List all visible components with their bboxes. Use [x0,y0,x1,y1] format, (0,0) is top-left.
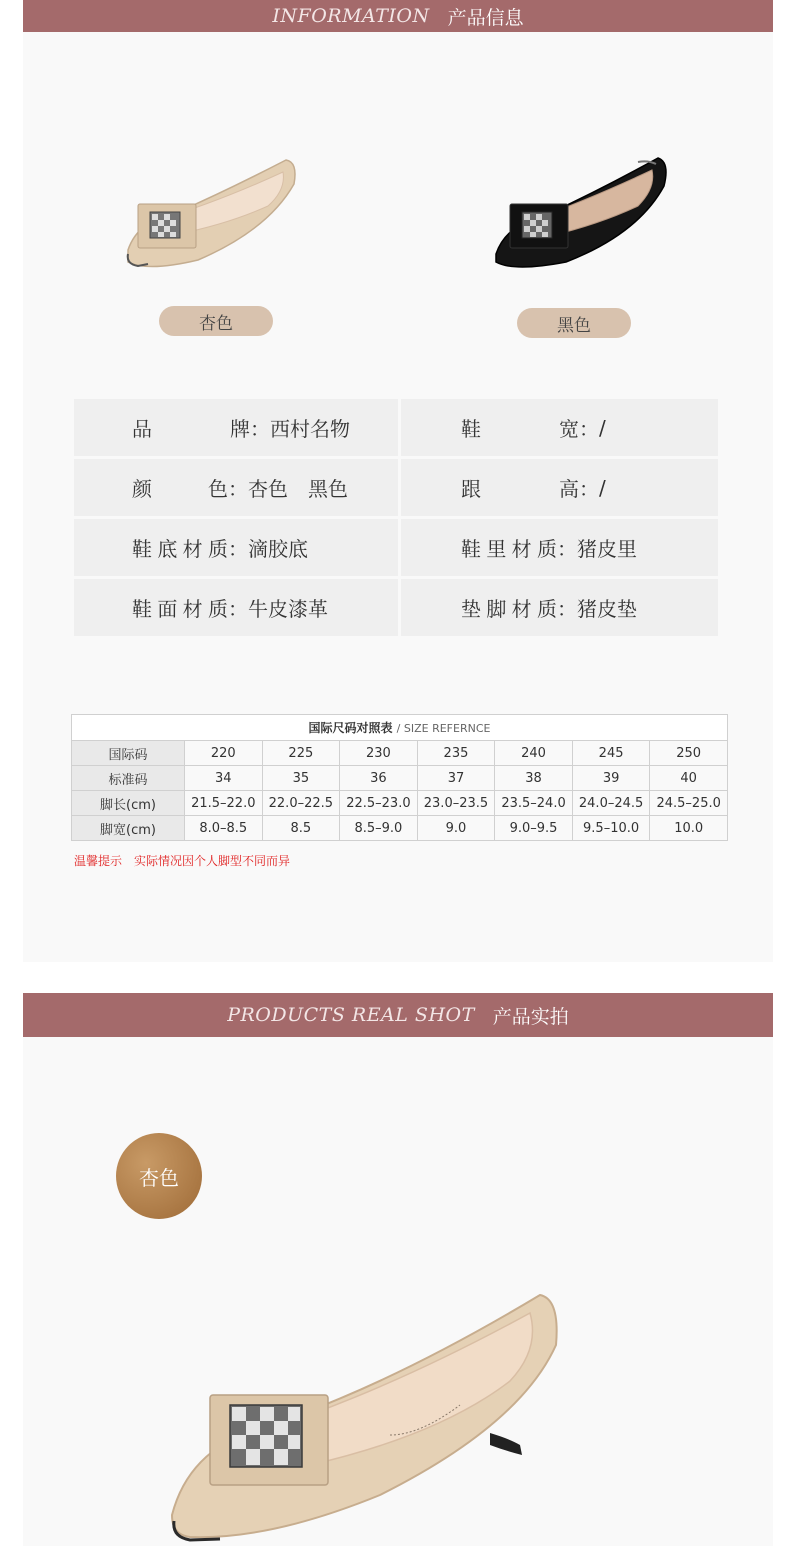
black-shoe-image [488,150,670,272]
size-cell: 24.0–24.5 [572,791,650,816]
spec-value: 滴胶底 [248,537,308,561]
size-cell: 9.0–9.5 [495,816,573,841]
size-row-label: 国际码 [72,741,185,766]
size-row-standard [72,766,728,791]
size-cell: 39 [572,766,650,791]
size-cell: 235 [417,741,495,766]
size-row-intl [72,741,728,766]
real-shot-banner [23,993,773,1037]
size-cell: 38 [495,766,573,791]
spec-value: 牛皮漆革 [248,597,328,621]
size-cell: 9.0 [417,816,495,841]
size-cell: 250 [650,741,728,766]
size-cell: 245 [572,741,650,766]
spec-upper: 鞋面材质 ： 牛皮漆革 [74,579,398,636]
size-cell: 8.5 [262,816,340,841]
color-pill-apricot: 杏色 [159,306,273,336]
spec-key: 跟高 [461,477,579,501]
size-chart [71,714,728,841]
spec-key: 鞋里材质 [461,537,557,561]
size-cell: 22.5–23.0 [340,791,418,816]
spec-key: 鞋面材质 [132,597,228,621]
size-chart-title-row [72,715,728,741]
size-cell: 40 [650,766,728,791]
spec-heel: 跟高 ： / [401,459,718,516]
spec-key: 鞋底材质 [132,537,228,561]
size-cell: 10.0 [650,816,728,841]
size-cell: 23.5–24.0 [495,791,573,816]
spec-key: 垫脚材质 [461,597,557,621]
size-row-label: 标准码 [72,766,185,791]
tip-text: 实际情况因个人脚型不同而异 [134,854,291,868]
size-cell: 37 [417,766,495,791]
apricot-shoe-large-image [160,1285,570,1546]
size-cell: 8.0–8.5 [185,816,263,841]
size-cell: 36 [340,766,418,791]
size-row-foot-length [72,791,728,816]
spec-value: 杏色 黑色 [248,477,348,501]
size-cell: 35 [262,766,340,791]
size-cell: 220 [185,741,263,766]
tip-label: 温馨提示 [74,854,123,868]
spec-value: / [599,475,606,500]
size-row-label: 脚宽(cm) [72,816,185,841]
spec-width: 鞋宽 ： / [401,399,718,456]
spec-value: 猪皮垫 [577,597,637,621]
spec-sole: 鞋底材质 ： 滴胶底 [74,519,398,576]
size-cell: 22.0–22.5 [262,791,340,816]
spec-value: 猪皮里 [577,537,637,561]
size-cell: 24.5–25.0 [650,791,728,816]
info-banner [23,0,773,32]
real-shot-color-badge: 杏色 [116,1133,202,1219]
size-cell: 21.5–22.0 [185,791,263,816]
info-banner-cn: 产品信息 [447,6,524,29]
size-cell: 34 [185,766,263,791]
size-row-label: 脚长(cm) [72,791,185,816]
spec-brand: 品牌 ： 西村名物 [74,399,398,456]
real-shot-banner-en: PRODUCTS REAL SHOT [227,1004,475,1026]
spec-value: 西村名物 [270,417,350,441]
apricot-shoe-image [118,150,300,272]
size-tip [74,852,290,869]
size-cell: 8.5–9.0 [340,816,418,841]
size-cell: 240 [495,741,573,766]
info-banner-en: INFORMATION [272,5,430,27]
spec-key: 品牌 [132,417,250,441]
size-chart-title: 国际尺码对照表 [308,721,393,735]
size-cell: 9.5–10.0 [572,816,650,841]
size-row-foot-width [72,816,728,841]
spec-value: / [599,415,606,440]
color-pill-black: 黑色 [517,308,631,338]
size-cell: 225 [262,741,340,766]
spec-key: 鞋宽 [461,417,579,441]
size-chart-subtitle: / SIZE REFERNCE [396,722,491,735]
size-cell: 23.0–23.5 [417,791,495,816]
real-shot-banner-cn: 产品实拍 [492,1005,569,1028]
spec-insole: 垫脚材质 ： 猪皮垫 [401,579,718,636]
size-cell: 230 [340,741,418,766]
spec-color: 颜色 ： 杏色 黑色 [74,459,398,516]
spec-key: 颜色 [132,477,228,501]
spec-table [74,399,718,636]
spec-lining: 鞋里材质 ： 猪皮里 [401,519,718,576]
